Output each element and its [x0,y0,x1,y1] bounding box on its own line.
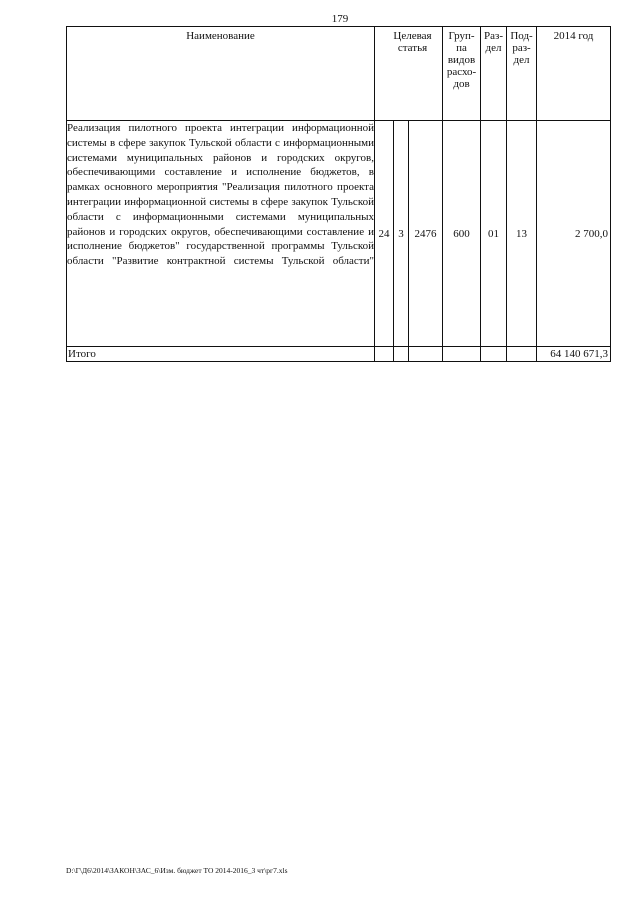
total-empty-cell [507,347,537,362]
total-empty-cell [481,347,507,362]
total-amount: 64 140 671,3 [537,347,611,362]
row-code-1: 24 [375,121,394,347]
header-year: 2014 год [537,27,611,121]
row-amount: 2 700,0 [537,121,611,347]
total-empty-cell [375,347,394,362]
header-subsection: Под-раз-дел [507,27,537,121]
total-empty-cell [394,347,409,362]
row-section: 01 [481,121,507,347]
table-total-row [67,347,611,362]
table-row [67,121,611,347]
total-label: Итого [67,347,375,362]
total-empty-cell [409,347,443,362]
total-empty-cell [443,347,481,362]
row-subsection: 13 [507,121,537,347]
row-name: Реализация пилотного проекта интеграции информационной системы в сфере закупок Тульской области с информационными системами муниципальных районов и городских округов, обеспечивающими составление и исполнение бюджетов, в рамках основного мероприятия "Реализация пилотного проекта интеграции информационной системы в сфере закупок Тульской области с информационными системами муниципальных районов и городских округов, обеспечивающими составление и исполнение бюджетов" государственной программы Тульской области "Развитие контрактной системы Тульской области" [67,121,375,347]
budget-table [66,26,611,362]
row-code-2: 3 [394,121,409,347]
header-section: Раз-дел [481,27,507,121]
page-number: 179 [331,13,349,25]
header-name: Наименование [67,27,375,121]
table-header-row [67,27,611,121]
footer-file-path: D:\Г\Д6\2014\ЗАКОН\ЗАС_6\Изм. бюджет ТО 2014-2016_3 чт\рг7.xls [66,866,288,875]
row-expense-group: 600 [443,121,481,347]
row-code-3: 2476 [409,121,443,347]
header-expense-group: Груп-па видов расхо-дов [443,27,481,121]
header-target-article: Целевая статья [375,27,443,121]
